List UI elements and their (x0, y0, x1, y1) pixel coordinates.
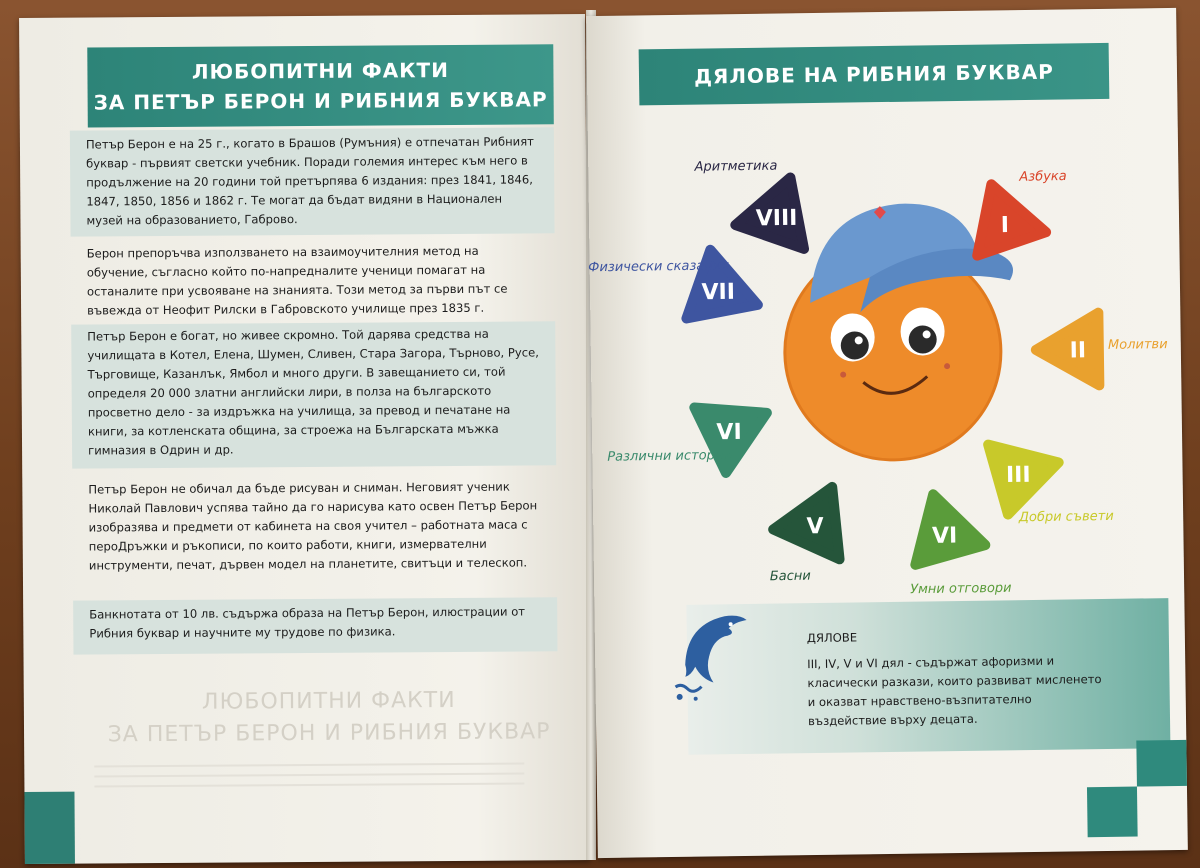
corner-decoration (24, 792, 75, 864)
section-numeral: VI (716, 419, 742, 446)
heading-line-2: ЗА ПЕТЪР БЕРОН И РИБНИЯ БУКВАР (93, 87, 548, 115)
section-marker-1 (976, 184, 1046, 256)
heading-line-1: ЛЮБОПИТНИ ФАКТИ (191, 57, 449, 84)
section-label: Добри съвети (1018, 508, 1114, 526)
paragraph-portrait: Петър Берон не обичал да бъде рисуван и сниман. Неговият ученик Николай Павлович успява тайно да го нарисува като освен Петър Берон изобразява и предмети от кабинета на своя учител – работната маса с пероДръжки и ръкописи, по които работи, книги, измервателни инструменти, печат, дървен модел на планетите, свитъци и телескоп. (88, 479, 538, 573)
right-page (586, 8, 1188, 858)
paragraph-teaching-method: Берон препоръчва използването на взаимоучителния метод на обучение, съгласно който по-напредналите ученици помагат на останалите при усвояване на знанията. Този метод за първи път се въвежда от Неофит Рилски в Габровското училище през 1835 г. (86, 243, 508, 318)
bleed-through-heading: ЛЮБОПИТНИ ФАКТИ ЗА ПЕТЪР БЕРОН И РИБНИЯ БУКВАР (107, 687, 551, 748)
section-marker-5 (773, 487, 840, 560)
section-numeral: II (1069, 338, 1087, 364)
section-triangle (976, 184, 1046, 256)
right-page-heading: ДЯЛОВЕ НА РИБНИЯ БУКВАР (639, 43, 1110, 106)
sections-wheel (588, 108, 1168, 615)
section-marker-4 (914, 494, 985, 565)
section-label: Басни (769, 568, 811, 585)
section-label: Умни отговори (910, 580, 1012, 598)
info-title: ДЯЛОВЕ (806, 630, 858, 646)
section-marker-2 (1035, 313, 1099, 387)
section-label: Азбука (1019, 169, 1067, 185)
dolphin-icon (664, 604, 755, 705)
sections-info-box (686, 598, 1170, 755)
section-numeral: I (1000, 212, 1010, 239)
section-label: Различни истории (607, 447, 732, 465)
paragraph-banknote: Банкнотата от 10 лв. съдържа образа на Петър Берон, илюстрации от Рибния буквар и научните му трудове по физика. (73, 597, 557, 654)
section-numeral: III (1005, 462, 1031, 489)
corner-decoration-bottom (1087, 787, 1138, 838)
section-numeral: VI (931, 523, 958, 549)
bleed-through-lines (94, 754, 524, 795)
left-page (19, 14, 591, 864)
paragraph-first-edition: Петър Берон е на 25 г., когато в Брашов (Румъния) е отпечатан Рибният буквар - първият светски учебник. Поради големия интерес към него в продължение на 20 години той претърпява 6 издания: през 1841, 1846, 1847, 1850, 1856 и 1862 г. Те могат да бъдат видяни в Национален музей на образованието, Габрово. (70, 127, 555, 236)
corner-decoration-top (1136, 740, 1187, 787)
section-marker-6 (694, 406, 767, 473)
section-label: Аритметика (694, 158, 778, 175)
section-label: Молитви (1107, 337, 1168, 353)
left-page-heading (87, 44, 554, 127)
section-numeral: V (806, 514, 824, 540)
info-text: III, IV, V и VI дял - съдържат афоризми и класически разкази, които развиват мисленето и оказват нравствено-възпитателно въздействие върху децата. (807, 653, 1102, 729)
section-marker-3 (988, 444, 1059, 515)
section-numeral: VIII (755, 205, 798, 232)
section-marker-8 (735, 177, 804, 250)
section-triangle (1035, 313, 1099, 387)
section-numeral: VII (701, 279, 736, 306)
section-label: Физически сказания (588, 258, 730, 276)
paragraph-donations: Петър Берон е богат, но живее скромно. Той дарява средства на училищата в Котел, Елена, Шумен, Сливен, Стара Загора, Търново, Русе, Търговище, Казанлък, Ямбол и много други. В завещанието си, той определя 20 000 златни английски лири, в полза на българското просветно дело - за издръжка на училища, за превод и печатане на книги, за котленската община, за строежа на Българската мъжка гимназия в Одрин и др. (71, 321, 556, 468)
